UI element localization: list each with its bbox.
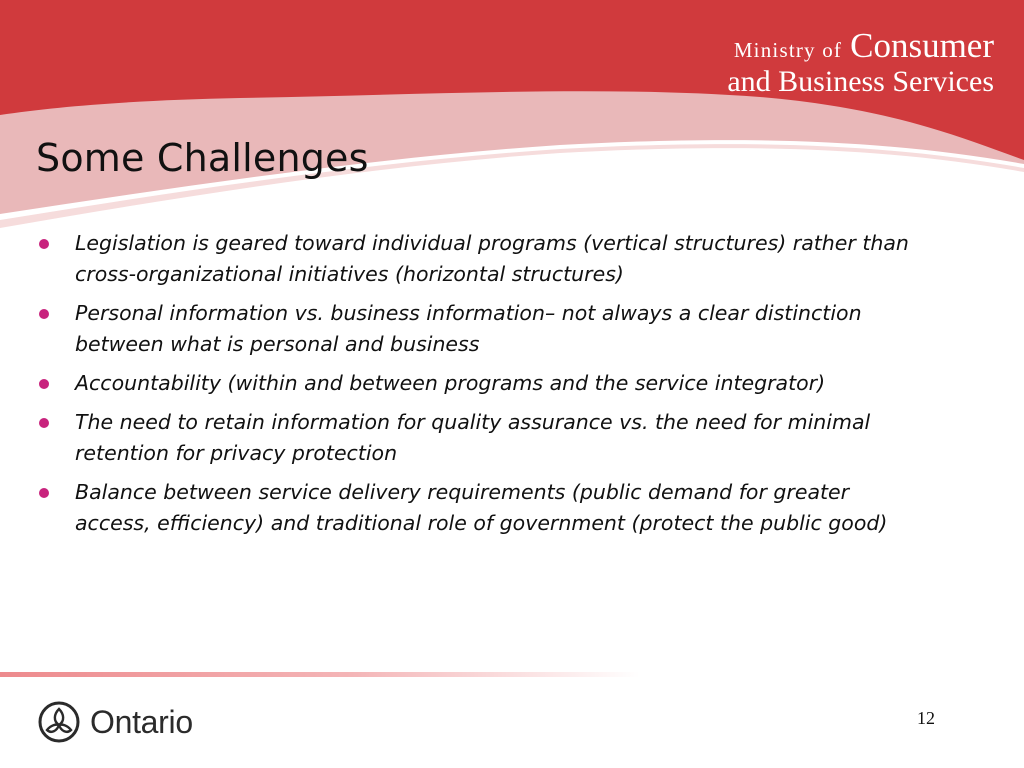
bullet-text: Balance between service delivery requirements (public demand for greater access, efficiency) and traditional role of government (protect the public good) <box>75 480 888 535</box>
bullet-item <box>38 368 918 399</box>
footer-divider <box>0 672 640 677</box>
trillium-icon <box>38 701 80 743</box>
bullet-icon <box>39 239 49 249</box>
ministry-name <box>727 28 994 97</box>
bullet-item <box>38 228 918 290</box>
bullet-list <box>38 228 918 547</box>
bullet-icon <box>39 488 49 498</box>
bullet-text: Legislation is geared toward individual programs (vertical structures) rather than cross-organizational initiatives (horizontal structures) <box>75 231 909 286</box>
page-number: 12 <box>917 708 935 728</box>
ministry-name-line1: Consumer <box>850 26 994 65</box>
slide-title: Some Challenges <box>36 136 369 180</box>
bullet-icon <box>39 309 49 319</box>
bullet-item <box>38 407 918 469</box>
ontario-wordmark: Ontario <box>90 704 193 740</box>
ministry-prefix: Ministry of <box>733 38 843 62</box>
bullet-text: Accountability (within and between programs and the service integrator) <box>75 371 826 395</box>
bullet-item <box>38 477 918 539</box>
bullet-text: The need to retain information for quality assurance vs. the need for minimal retention for privacy protection <box>75 410 871 465</box>
bullet-icon <box>39 418 49 428</box>
bullet-text: Personal information vs. business information– not always a clear distinction between what is personal and business <box>75 301 862 356</box>
ministry-name-line2: and Business Services <box>727 65 994 98</box>
bullet-icon <box>39 379 49 389</box>
bullet-item <box>38 298 918 360</box>
